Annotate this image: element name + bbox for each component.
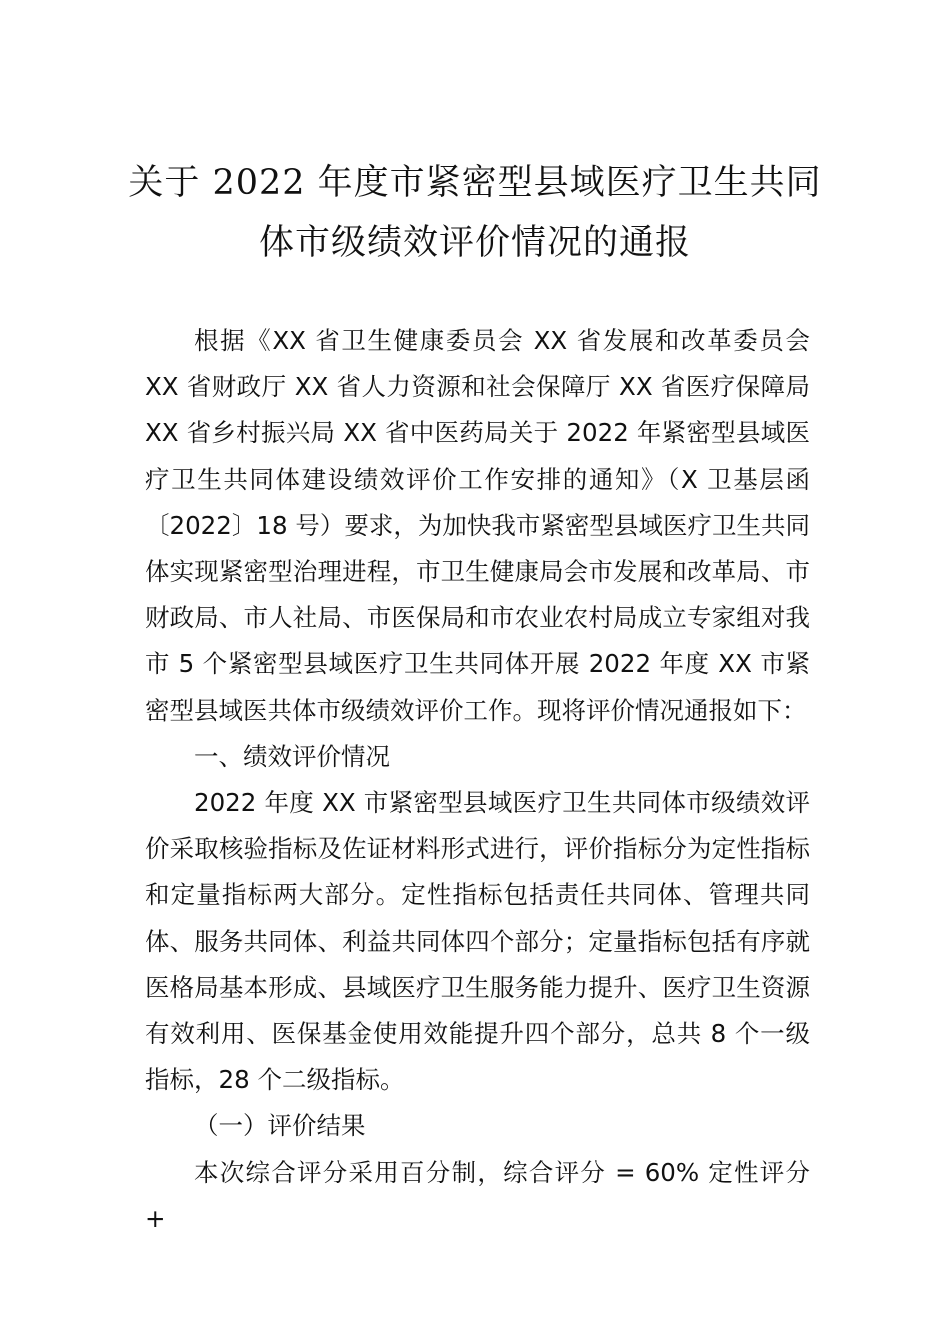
document-title-line-2: 体市级绩效评价情况的通报: [258, 223, 691, 263]
section-heading-performance-evaluation: 一、绩效评价情况: [194, 741, 390, 771]
paragraph-evaluation-method: 2022 年度 XX 市紧密型县域医疗卫生共同体市级绩效评价采取核验指标及佐证材料形式进行，评价指标分为定性指标和定量指标两大部分。定性指标包括责任共同体、管理共同体、服务共同体、利益共同体四个部分；定量指标包括有序就医格局基本形成、县域医疗卫生服务能力提升、医疗卫生资源有效利用、医保基金使用效能提升四个部分，总共 8 个一级指标，28 个二级指标。: [145, 788, 810, 1095]
document-title-line-1: 关于 2022 年度市紧密型县域医疗卫生共同: [128, 163, 822, 203]
paragraph-intro: 根据《XX 省卫生健康委员会 XX 省发展和改革委员会 XX 省财政厅 XX 省人力资源和社会保障厅 XX 省医疗保障局 XX 省乡村振兴局 XX 省中医药局关于 2022 年紧密型县域医疗卫生共同体建设绩效评价工作安排的通知》（X 卫基层函〔2022〕18 号）要求，为加快我市紧密型县域医疗卫生共同体实现紧密型治理进程，市卫生健康局会市发展和改革局、市财政局、市人社局、市医保局和市农业农村局成立专家组对我市 5 个紧密型县域医疗卫生共同体开展 2022 年度 XX 市紧密型县域医共体市级绩效评价工作。现将评价情况通报如下：: [145, 326, 810, 725]
document-body: [145, 318, 810, 1242]
paragraph-scoring: 本次综合评分采用百分制，综合评分 = 60% 定性评分 +: [145, 1157, 810, 1233]
subsection-heading-evaluation-results: （一）评价结果: [194, 1111, 366, 1141]
